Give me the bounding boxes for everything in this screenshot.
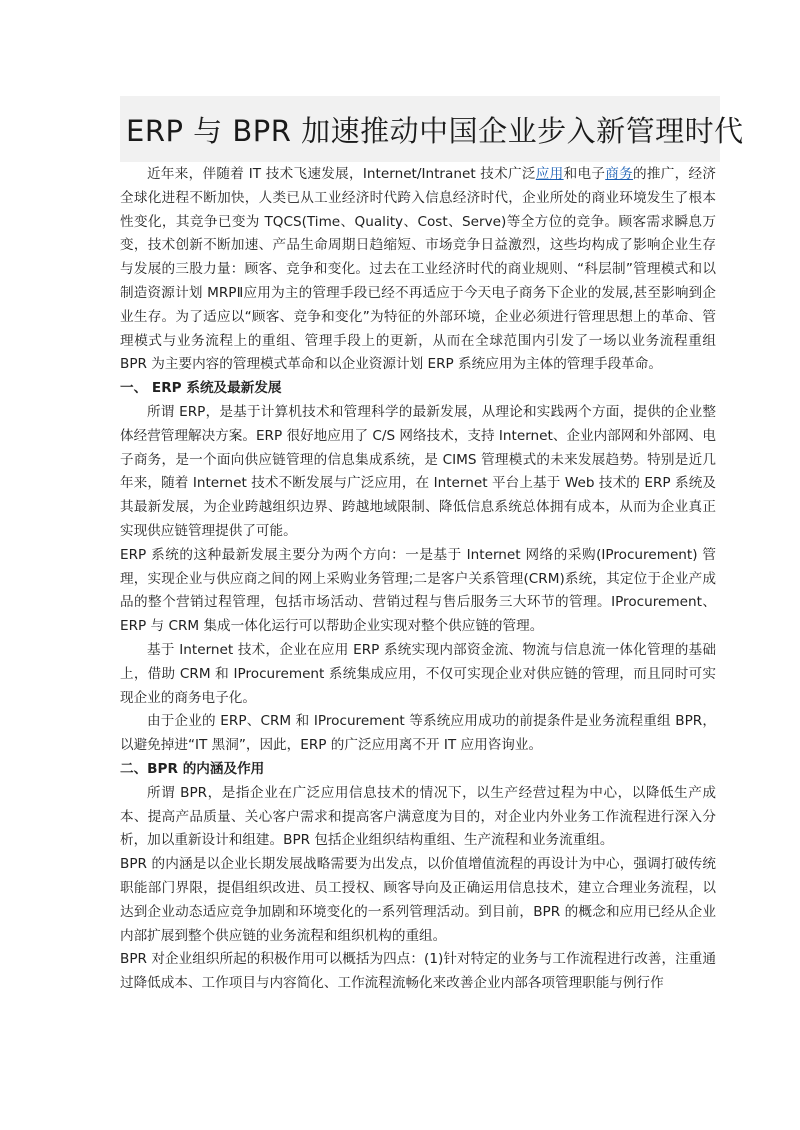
intro-paragraph — [120, 163, 716, 377]
link-application[interactable]: 应用 — [535, 166, 564, 182]
section2-paragraph-3: BPR 对企业组织所起的积极作用可以概括为四点：(1)针对特定的业务与工作流程进行改善，注重通过降低成本、工作项目与内容简化、工作流程流畅化来改善企业内部各项管理职能与例行作 — [120, 951, 716, 992]
section2-paragraph-1: 所谓 BPR，是指企业在广泛应用信息技术的情况下，以生产经营过程为中心，以降低生产成本、提高产品质量、关心客户需求和提高客户满意度为目的，对企业内外业务工作流程进行深入分析，加以重新设计和组建。BPR 包括企业组织结构重组、生产流程和业务流重组。 — [120, 784, 716, 849]
section2-heading: 二、BPR 的内涵及作用 — [120, 760, 265, 777]
document-title: ERP 与 BPR 加速推动中国企业步入新管理时代 — [126, 113, 744, 148]
section1-heading: 一、 ERP 系统及最新发展 — [120, 380, 282, 397]
document-page — [120, 96, 744, 996]
title-banner — [120, 96, 744, 162]
intro-text-2: 和电子 — [563, 166, 606, 182]
document-body — [120, 163, 716, 996]
section1-paragraph-2: ERP 系统的这种最新发展主要分为两个方向：一是基于 Internet 网络的采购(IProcurement) 管理，实现企业与供应商之间的网上采购业务管理;二是客户关系管理(CRM)系统，其定位于企业产成品的整个营销过程管理，包括市场活动、营销过程与售后服务三大环节的管理。IProcurement、ERP 与 CRM 集成一体化运行可以帮助企业实现对整个供应链的管理。 — [120, 546, 716, 635]
section1-paragraph-1: 所谓 ERP，是基于计算机技术和管理科学的最新发展，从理论和实践两个方面，提供的企业整体经营管理解决方案。ERP 很好地应用了 C/S 网络技术，支持 Internet、企业内部网和外部网、电子商务，是一个面向供应链管理的信息集成系统，是 CIMS 管理模式的未来发展趋势。特别是近几年来，随着 Internet 技术不断发展与广泛应用，在 Internet 平台上基于 Web 技术的 ERP 系统及其最新发展，为企业跨越组织边界、跨越地域限制、降低信息系统总体拥有成本，从而为企业真正实现供应链管理提供了可能。 — [120, 403, 716, 539]
section1-paragraph-3: 基于 Internet 技术，企业在应用 ERP 系统实现内部资金流、物流与信息流一体化管理的基础上，借助 CRM 和 IProcurement 系统集成应用，不仅可实现企业对供应链的管理，而且同时可实现企业的商务电子化。 — [120, 641, 716, 706]
intro-text-1: 近年来，伴随着 IT 技术飞速发展，Internet/Intranet 技术广泛 — [147, 166, 536, 182]
section1-paragraph-4: 由于企业的 ERP、CRM 和 IProcurement 等系统应用成功的前提条件是业务流程重组 BPR，以避免掉进“IT 黑洞”，因此，ERP 的广泛应用离不开 IT 应用咨询业。 — [120, 713, 716, 754]
link-commerce[interactable]: 商务 — [605, 166, 634, 182]
section2-paragraph-2: BPR 的内涵是以企业长期发展战略需要为出发点，以价值增值流程的再设计为中心，强调打破传统职能部门界限，提倡组织改进、员工授权、顾客导向及正确运用信息技术，建立合理业务流程，以达到企业动态适应竞争加剧和环境变化的一系列管理活动。到目前，BPR 的概念和应用已经从企业内部扩展到整个供应链的业务流程和组织机构的重组。 — [120, 856, 716, 944]
intro-text-3: 的推广，经济全球化进程不断加快，人类已从工业经济时代跨入信息经济时代，企业所处的商业环境发生了根本性变化，其竞争已变为 TQCS(Time、Quality、Cost、Serve)等全方位的竞争。顾客需求瞬息万变，技术创新不断加速、产品生命周期日趋缩短、市场竞争日益激烈，这些均构成了影响企业生存与发展的三股力量：顾客、竞争和变化。过去在工业经济时代的商业规则、“科层制”管理模式和以制造资源计划 MRPⅡ应用为主的管理手段已经不再适应于今天电子商务下企业的发展,甚至影响到企业生存。为了适应以“顾客、竞争和变化”为特征的外部环境，企业必须进行管理思想上的革命、管理模式与业务流程上的重组、管理手段上的更新，从而在全球范围内引发了一场以业务流程重组 BPR 为主要内容的管理模式革命和以企业资源计划 ERP 系统应用为主体的管理手段革命。 — [120, 166, 717, 373]
